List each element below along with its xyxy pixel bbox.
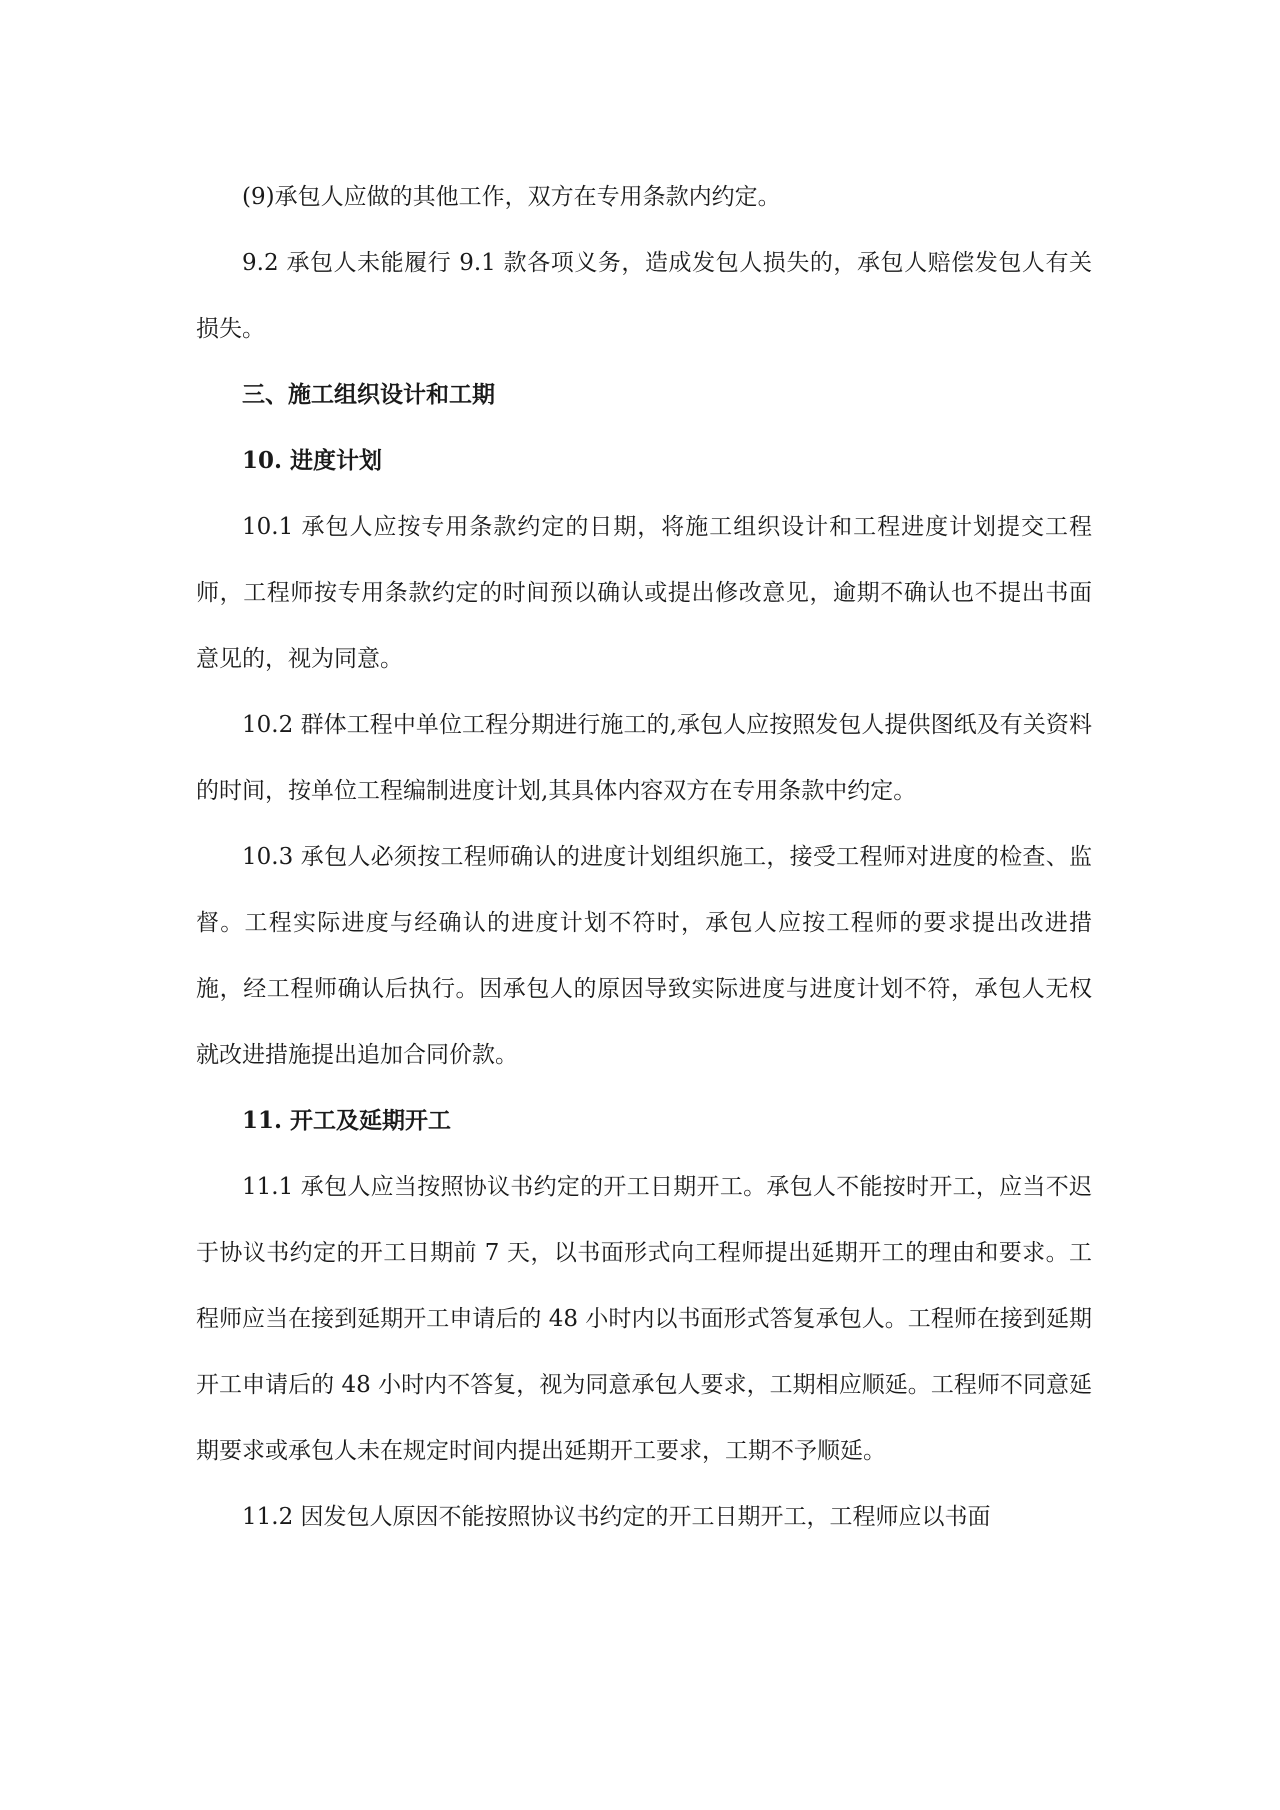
paragraph-10-3: 10.3 承包人必须按工程师确认的进度计划组织施工，接受工程师对进度的检查、监督。工程实际进度与经确认的进度计划不符时，承包人应按工程师的要求提出改进措施，经工程师确认后执行。因承包人的原因导致实际进度与进度计划不符，承包人无权就改进措施提出追加合同价款。	[196, 844, 1092, 1068]
paragraph-11-2: 11.2 因发包人原因不能按照协议书约定的开工日期开工，工程师应以书面	[242, 1504, 991, 1530]
paragraph-11-1: 11.1 承包人应当按照协议书约定的开工日期开工。承包人不能按时开工，应当不迟于协议书约定的开工日期前 7 天，以书面形式向工程师提出延期开工的理由和要求。工程师应当在接到延期开工申请后的 48 小时内以书面形式答复承包人。工程师在接到延期开工申请后的 48 小时内不答复，视为同意承包人要求，工期相应顺延。工程师不同意延期要求或承包人未在规定时间内提出延期开工要求，工期不予顺延。	[196, 1174, 1092, 1464]
section-heading-3: 三、施工组织设计和工期	[242, 381, 495, 408]
paragraph-10-2: 10.2 群体工程中单位工程分期进行施工的,承包人应按照发包人提供图纸及有关资料的时间，按单位工程编制进度计划,其具体内容双方在专用条款中约定。	[196, 712, 1092, 804]
clause-heading-11: 11. 开工及延期开工	[242, 1107, 452, 1134]
document-body	[196, 164, 1092, 1550]
paragraph-9-9: (9)承包人应做的其他工作，双方在专用条款内约定。	[242, 184, 781, 210]
paragraph-10-1: 10.1 承包人应按专用条款约定的日期，将施工组织设计和工程进度计划提交工程师，工程师按专用条款约定的时间预以确认或提出修改意见，逾期不确认也不提出书面意见的，视为同意。	[196, 514, 1092, 672]
clause-heading-10: 10. 进度计划	[242, 447, 383, 474]
paragraph-9-2: 9.2 承包人未能履行 9.1 款各项义务，造成发包人损失的，承包人赔偿发包人有关损失。	[196, 250, 1092, 342]
